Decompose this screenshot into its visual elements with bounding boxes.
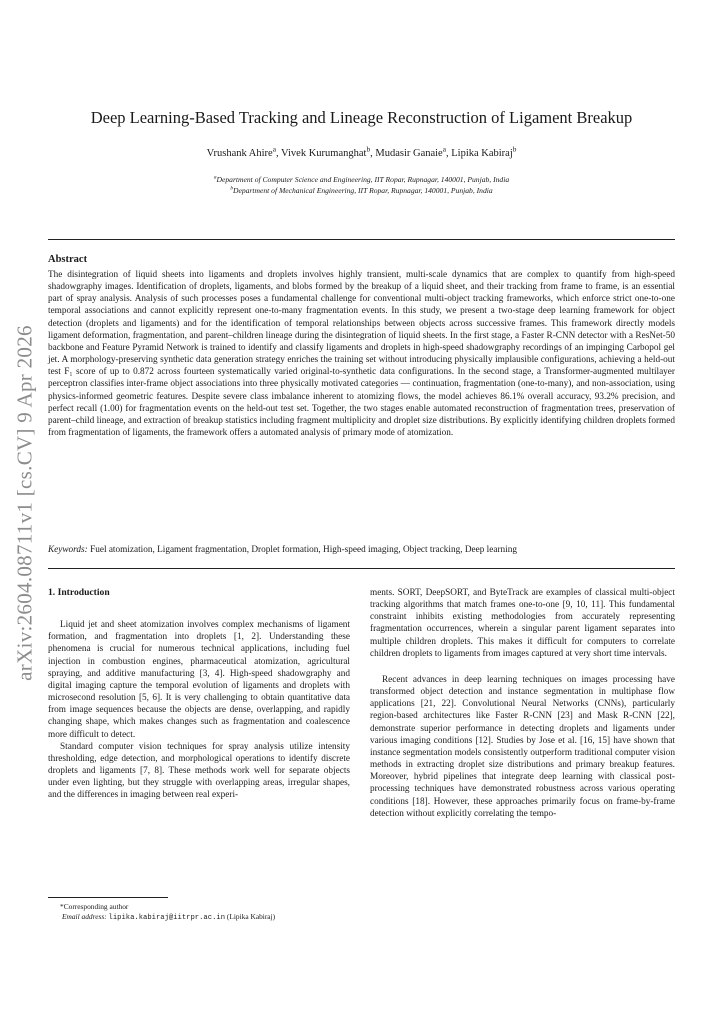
email-note: (Lipika Kabiraj) <box>226 912 276 921</box>
abstract-text: The disintegration of liquid sheets into ligaments and droplets involves highly transient, multi-scale dynamics that are complex to quantify from high-speed shadowgraphy images. Identification of droplets, ligaments, and blobs formed by the breakup of a liquid sheet, and their tracking from frame to frame, is an essential part of spray analysis. Analysis of such processes poses a fundamental challenge for conventional multi-object tracking frameworks, which enforce strict one-to-one temporal associations and cannot explicitly represent one-to-many fragmentation events. In this study, we present a two-stage deep learning framework for object detection (droplets and ligaments) and for the identification of temporal relationships between objects across successive frames. This framework directly models ligament deformation, fragmentation, and parent–children lineage during the disintegration of liquid sheets. In the first stage, a Faster R-CNN detector with a ResNet-50 backbone and Feature Pyramid Network is trained to identify and classify ligaments and droplets in high-speed shadowgraphy recordings of an impinging Carbopol gel jet. A morphology-preserving synthetic data generation strategy enriches the training set without introducing physically implausible configurations, achieving a held-out test F₁ score of up to 0.872 across fourteen systematically varied original-to-synthetic data configurations. In the second stage, a Transformer-augmented multilayer perceptron classifies inter-frame object associations into three physically motivated categories — continuation, fragmentation (one-to-many), and non-association, using physics-informed geometric features. Despite severe class imbalance inherent to atomizing flows, the model achieves 86.1% overall accuracy, 93.2% precision, and perfect recall (1.00) for fragmentation events on the held-out test set. Together, the two stages enable automated reconstruction of fragmentation trees, preservation of parent–child lineage, and extraction of breakup statistics including fragment multiplicity and droplet size distributions. By explicitly identifying children droplets formed from fragmentation of ligaments, the framework offers a automated analysis of primary mode of atomization. <box>48 270 675 439</box>
author: Mudasir Ganaie$^a$ <box>375 144 446 159</box>
keywords-label: Keywords: <box>48 545 88 555</box>
corresponding-author-note: *Corresponding author <box>60 902 129 911</box>
divider <box>48 239 675 240</box>
paragraph: ments. SORT, DeepSORT, and ByteTrack are examples of classical multi-object tracking algorithms that match frames one-to-one [9, 10, 11]. This fundamental constraint inhibits existing methodologies from accurately representing fragmentation occurrences, wherein a singular parent ligament separates into multiple children droplets. This makes it difficult for computers to correlate children droplets to ligaments from images captured at very short time intervals. <box>370 588 675 659</box>
arxiv-stamp-text: arXiv:2604.08711v1 [cs.CV] 9 Apr 2026 <box>12 325 37 681</box>
section-title: 1. Introduction <box>48 587 110 598</box>
email-address[interactable]: lipika.kabiraj@iitrpr.ac.in <box>108 914 226 922</box>
divider <box>48 568 675 569</box>
right-column <box>370 587 675 820</box>
affiliations <box>48 174 675 196</box>
paragraph: Recent advances in deep learning techniques on images processing have transformed object detection and instance segmentation in multiphase flow applications [21, 22]. Convolutional Neural Networks (CNNs), particularly region-based architectures like Faster R-CNN [23] and Mask R-CNN [22], demonstrate superior performance in detecting droplets and ligaments under various imaging conditions [12]. Studies by Jose et al. [16, 15] have shown that instance segmentation models consistently outperform traditional computer vision methods in extracting droplet size distributions and primary breakup features. Moreover, hybrid pipelines that integrate deep learning with classical post-processing techniques have demonstrated robustness across various operating conditions [18]. However, these approaches primarily focus on frame-by-frame detection without explicitly correlating the tempo- <box>370 674 675 819</box>
paper-title: Deep Learning-Based Tracking and Lineage Reconstruction of Ligament Breakup <box>90 108 633 127</box>
author-list: Vrushank Ahire$^a$, Vivek Kurumanghat$^b$, Mudasir Ganaie$^a$, Lipika Kabiraj$^b$ <box>206 144 517 159</box>
keywords-list: Fuel atomization, Ligament fragmentation, Droplet formation, High-speed imaging, Object tracking, Deep learning <box>90 545 517 555</box>
author: Lipika Kabiraj$^b$ <box>451 144 517 159</box>
author: Vrushank Ahire$^a$ <box>206 144 276 159</box>
footnote <box>48 902 358 923</box>
paragraph: Liquid jet and sheet atomization involves complex mechanisms of ligament formation, and fragmentation into droplets [1, 2]. Understanding these phenomena is crucial for numerous technical applications, including fuel injection in combustion engines, pharmaceutical atomization, agricultural spraying, and additive manufacturing [3, 4]. High-speed shadowgraphy and digital imaging capture the temporal evolution of ligaments and droplets with microsecond resolution [5, 6]. It is very challenging to obtain quantitative data from image sequences because the objects are dense, overlapping, and rapidly changing shape, which makes changes such as fragmentation and coalescence more difficult to detect. <box>48 620 350 740</box>
affiliation: $^b$Department of Mechanical Engineering, IIT Ropar, Rupnagar, 140001, Punjab, India <box>230 185 493 195</box>
author: Vivek Kurumanghat$^b$ <box>281 144 371 159</box>
email-label: Email address: <box>62 912 107 921</box>
keywords <box>48 545 675 555</box>
left-column <box>48 587 350 802</box>
footnote-rule <box>48 897 168 898</box>
affiliation: $^a$Department of Computer Science and Engineering, IIT Ropar, Rupnagar, 140001, Punjab, India <box>213 174 510 184</box>
arxiv-stamp <box>6 318 44 688</box>
paragraph: Standard computer vision techniques for spray analysis utilize intensity thresholding, edge detection, and morphological operations to identify discrete droplets and ligaments [7, 8]. These methods work well for separate objects under even lighting, but they struggle with overlapping areas, irregular shapes, and the differences in imaging between real experi- <box>48 741 350 801</box>
email-line <box>48 912 358 923</box>
abstract-heading: Abstract <box>48 254 88 265</box>
